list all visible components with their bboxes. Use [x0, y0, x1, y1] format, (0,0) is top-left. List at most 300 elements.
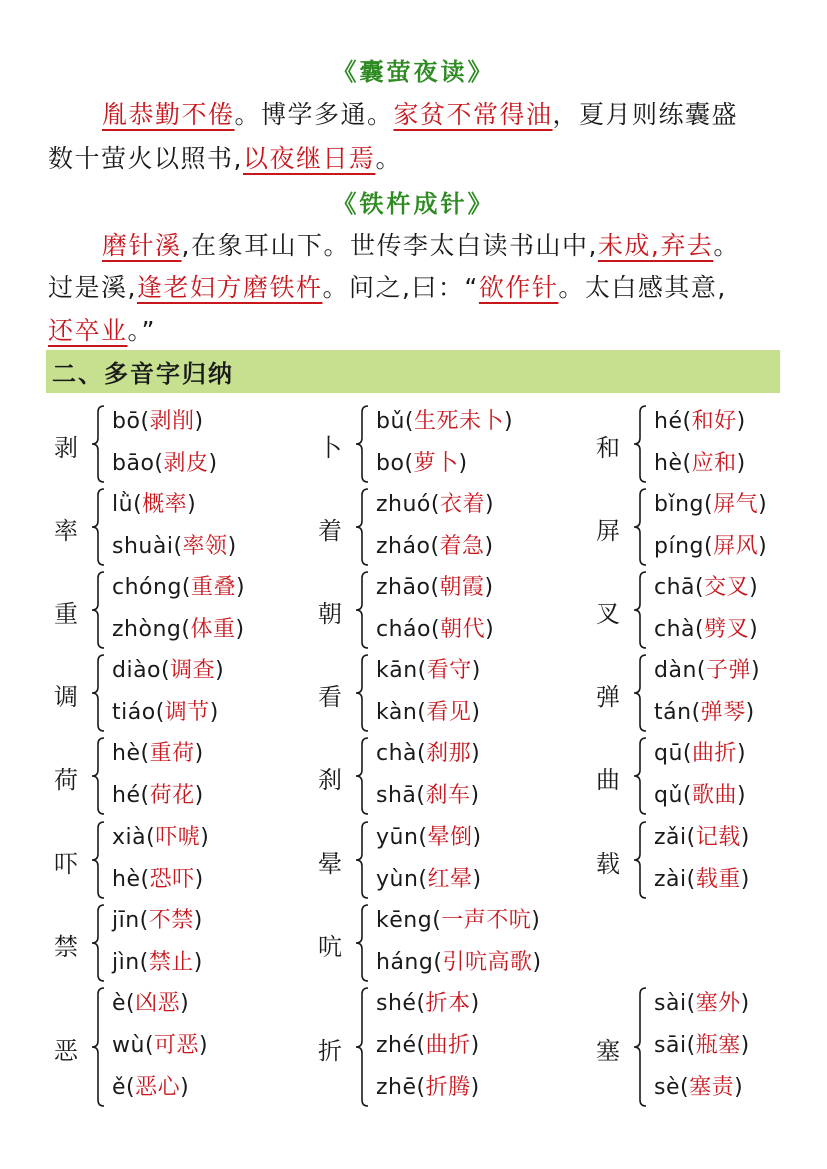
pinyin: è — [112, 991, 127, 1016]
brace-icon — [88, 485, 108, 569]
brace-icon — [352, 485, 372, 569]
pinyin: zhòng — [112, 617, 182, 642]
close-paren: ) — [472, 867, 482, 892]
reading-line — [654, 529, 767, 560]
polyphone-character: 和 — [596, 434, 620, 462]
example-word: 禁止 — [148, 950, 194, 975]
open-paren: ( — [682, 409, 692, 434]
brace-icon — [352, 734, 372, 818]
close-paren: ) — [740, 867, 750, 892]
reading-line — [376, 1028, 480, 1059]
pinyin: wù — [112, 1033, 145, 1058]
close-paren: ) — [458, 451, 468, 476]
open-paren: ( — [686, 825, 696, 850]
example-word: 子弹 — [705, 658, 751, 683]
close-paren: ) — [734, 1075, 744, 1100]
close-paren: ) — [227, 534, 237, 559]
polyphone-character: 载 — [596, 850, 620, 878]
example-word: 和好 — [691, 409, 737, 434]
open-paren: ( — [140, 783, 150, 808]
example-word: 应和 — [691, 451, 737, 476]
close-paren: ) — [751, 658, 761, 683]
key-phrase: 家贫不常得油 — [393, 100, 553, 129]
pinyin: kēng — [376, 908, 433, 933]
poem-text: ,在象耳山下。世传李太白读书山中, — [181, 231, 598, 260]
close-paren: ) — [470, 1075, 480, 1100]
reading-line — [112, 695, 219, 726]
close-paren: ) — [208, 451, 218, 476]
brace-icon — [88, 651, 108, 735]
example-word: 朝代 — [440, 617, 486, 642]
poem-2-line-2 — [48, 268, 788, 304]
reading-line — [376, 653, 481, 684]
reading-line — [112, 404, 204, 435]
close-paren: ) — [194, 409, 204, 434]
example-word: 交叉 — [704, 575, 750, 600]
brace-icon — [88, 984, 108, 1110]
open-paren: ( — [140, 741, 150, 766]
close-paren: ) — [471, 658, 481, 683]
pinyin: bǐng — [654, 492, 704, 517]
brace-icon — [352, 402, 372, 486]
close-paren: ) — [193, 908, 203, 933]
reading-line — [376, 487, 494, 518]
example-word: 率领 — [182, 534, 228, 559]
example-word: 凶恶 — [135, 991, 181, 1016]
brace-icon — [88, 818, 108, 902]
polyphone-entry — [596, 402, 827, 486]
example-word: 重叠 — [191, 575, 237, 600]
reading-line — [112, 945, 203, 976]
close-paren: ) — [736, 451, 746, 476]
polyphone-character: 重 — [54, 600, 78, 628]
pinyin: shé — [376, 991, 417, 1016]
example-word: 看守 — [426, 658, 472, 683]
close-paren: ) — [215, 658, 225, 683]
reading-line — [376, 862, 482, 893]
example-word: 重荷 — [149, 741, 195, 766]
close-paren: ) — [758, 492, 768, 517]
close-paren: ) — [740, 1033, 750, 1058]
reading-line — [654, 487, 767, 518]
example-word: 衣着 — [440, 492, 486, 517]
open-paren: ( — [416, 1033, 426, 1058]
reading-line — [654, 986, 750, 1017]
polyphone-character: 曲 — [596, 766, 620, 794]
polyphone-character: 看 — [318, 683, 342, 711]
close-paren: ) — [484, 534, 494, 559]
polyphone-character: 调 — [54, 683, 78, 711]
brace-icon — [352, 818, 372, 902]
example-word: 着急 — [439, 534, 485, 559]
open-paren: ( — [139, 950, 149, 975]
example-word: 塞外 — [695, 991, 741, 1016]
example-word: 剥削 — [149, 409, 195, 434]
open-paren: ( — [181, 575, 192, 600]
pinyin: kàn — [376, 700, 418, 725]
key-phrase: 未成,弃去 — [597, 231, 714, 260]
example-word: 恐吓 — [149, 867, 195, 892]
reading-line — [654, 446, 746, 477]
pinyin: cháo — [376, 617, 431, 642]
polyphone-entry — [54, 485, 294, 569]
pinyin: sài — [654, 991, 687, 1016]
close-paren: ) — [740, 991, 750, 1016]
pinyin: zhuó — [376, 492, 431, 517]
reading-line — [654, 778, 746, 809]
reading-line — [376, 446, 468, 477]
example-word: 生死未卜 — [414, 409, 505, 434]
open-paren: ( — [686, 867, 696, 892]
reading-line — [112, 903, 203, 934]
example-word: 恶心 — [135, 1075, 181, 1100]
open-paren: ( — [686, 1033, 696, 1058]
close-paren: ) — [532, 950, 542, 975]
section-header — [46, 350, 780, 393]
close-paren: ) — [736, 409, 746, 434]
close-paren: ) — [471, 700, 481, 725]
reading-line — [376, 820, 482, 851]
reading-line — [654, 570, 758, 601]
polyphone-character: 卜 — [318, 434, 342, 462]
close-paren: ) — [531, 908, 541, 933]
poem-2-line-3 — [48, 311, 788, 347]
open-paren: ( — [140, 867, 150, 892]
pinyin: háng — [376, 950, 434, 975]
open-paren: ( — [695, 575, 705, 600]
open-paren: ( — [691, 700, 701, 725]
open-paren: ( — [133, 492, 143, 517]
example-word: 屏风 — [713, 534, 759, 559]
pinyin: shā — [376, 783, 417, 808]
open-paren: ( — [146, 825, 156, 850]
poem-1-line-2 — [48, 139, 788, 175]
pinyin: ě — [112, 1075, 127, 1100]
open-paren: ( — [417, 741, 427, 766]
close-paren: ) — [194, 741, 204, 766]
open-paren: ( — [404, 451, 414, 476]
reading-line — [376, 986, 480, 1017]
close-paren: ) — [758, 534, 768, 559]
polyphone-entry — [318, 402, 558, 486]
polyphone-entry — [596, 485, 827, 569]
open-paren: ( — [416, 783, 426, 808]
polyphone-character: 朝 — [318, 600, 342, 628]
polyphone-character: 剥 — [54, 434, 78, 462]
polyphone-character: 荷 — [54, 766, 78, 794]
open-paren: ( — [430, 617, 441, 642]
example-word: 歌曲 — [692, 783, 738, 808]
close-paren: ) — [472, 825, 482, 850]
example-word: 屏气 — [713, 492, 759, 517]
pinyin: jīn — [112, 908, 140, 933]
polyphone-entry — [54, 984, 294, 1110]
example-word: 弹琴 — [700, 700, 746, 725]
reading-line — [112, 1070, 189, 1101]
example-word: 晕倒 — [427, 825, 473, 850]
pinyin: hè — [112, 867, 141, 892]
polyphone-entry — [318, 651, 558, 735]
open-paren: ( — [140, 409, 150, 434]
close-paren: ) — [235, 617, 245, 642]
pinyin: zhé — [376, 1033, 417, 1058]
brace-icon — [630, 568, 650, 652]
brace-icon — [88, 734, 108, 818]
reading-line — [112, 1028, 208, 1059]
close-paren: ) — [470, 1033, 480, 1058]
pinyin: zhāo — [376, 575, 431, 600]
polyphone-entry — [54, 818, 294, 902]
open-paren: ( — [704, 534, 714, 559]
example-word: 朝霞 — [439, 575, 485, 600]
close-paren: ) — [187, 492, 197, 517]
close-paren: ) — [470, 783, 480, 808]
pinyin: bǔ — [376, 409, 405, 434]
example-word: 体重 — [190, 617, 236, 642]
pinyin: bō — [112, 409, 141, 434]
example-word: 记载 — [695, 825, 741, 850]
close-paren: ) — [504, 409, 514, 434]
polyphone-character: 折 — [318, 1037, 342, 1065]
open-paren: ( — [686, 991, 696, 1016]
pinyin: sè — [654, 1075, 680, 1100]
poem-text: 。 — [713, 231, 740, 260]
open-paren: ( — [417, 700, 427, 725]
poem-text: 数十萤火以照书, — [48, 144, 243, 173]
example-word: 一声不吭 — [441, 908, 532, 933]
close-paren: ) — [749, 617, 759, 642]
polyphone-entry — [54, 651, 294, 735]
example-word: 载重 — [695, 867, 741, 892]
pinyin: hè — [654, 451, 683, 476]
open-paren: ( — [155, 700, 165, 725]
reading-line — [112, 862, 204, 893]
open-paren: ( — [181, 617, 191, 642]
reading-line — [654, 612, 758, 643]
open-paren: ( — [682, 451, 692, 476]
reading-line — [112, 778, 204, 809]
brace-icon — [352, 651, 372, 735]
pinyin: lǜ — [112, 492, 134, 517]
reading-line — [112, 986, 189, 1017]
pinyin: jìn — [112, 950, 140, 975]
pinyin: zháo — [376, 534, 431, 559]
open-paren: ( — [704, 492, 714, 517]
open-paren: ( — [161, 658, 171, 683]
reading-line — [376, 529, 494, 560]
reading-line — [654, 695, 755, 726]
example-word: 曲折 — [425, 1033, 471, 1058]
open-paren: ( — [430, 575, 440, 600]
example-word: 概率 — [142, 492, 188, 517]
close-paren: ) — [180, 991, 190, 1016]
reading-line — [654, 862, 750, 893]
pinyin: chà — [376, 741, 418, 766]
poem-2-title: 《铁杵成针》 — [332, 190, 495, 218]
polyphone-entry — [318, 818, 558, 902]
poem-text: 。问之,曰：“ — [322, 273, 479, 302]
reading-line — [654, 1070, 743, 1101]
reading-line — [112, 529, 237, 560]
brace-icon — [630, 984, 650, 1110]
pinyin: sāi — [654, 1033, 687, 1058]
key-phrase: 胤恭勤不倦 — [102, 100, 235, 129]
close-paren: ) — [485, 617, 495, 642]
polyphone-character: 屏 — [596, 517, 620, 545]
open-paren: ( — [417, 658, 427, 683]
polyphone-entry — [54, 901, 294, 985]
polyphone-entry — [596, 651, 827, 735]
example-word: 折本 — [425, 991, 471, 1016]
pinyin: zǎi — [654, 825, 687, 850]
open-paren: ( — [433, 950, 443, 975]
reading-line — [654, 653, 760, 684]
example-word: 可恶 — [154, 1033, 200, 1058]
pinyin: hè — [112, 741, 141, 766]
reading-line — [376, 570, 494, 601]
example-word: 荷花 — [149, 783, 195, 808]
open-paren: ( — [418, 825, 428, 850]
reading-line — [112, 570, 245, 601]
close-paren: ) — [236, 575, 246, 600]
polyphone-entry — [318, 568, 558, 652]
pinyin: chà — [654, 617, 696, 642]
example-word: 红晕 — [427, 867, 473, 892]
polyphone-entry — [54, 402, 294, 486]
close-paren: ) — [199, 1033, 209, 1058]
pinyin: zài — [654, 867, 687, 892]
open-paren: ( — [696, 658, 706, 683]
polyphone-entry — [54, 568, 294, 652]
close-paren: ) — [193, 950, 203, 975]
polyphone-entry — [318, 901, 558, 985]
pinyin: chā — [654, 575, 696, 600]
polyphone-entry — [54, 734, 294, 818]
key-phrase: 还卒业 — [48, 316, 128, 345]
example-word: 吓唬 — [155, 825, 201, 850]
pinyin: qū — [654, 741, 683, 766]
reading-line — [654, 736, 746, 767]
pinyin: yùn — [376, 867, 419, 892]
reading-line — [376, 778, 480, 809]
reading-line — [654, 404, 746, 435]
pinyin: shuài — [112, 534, 174, 559]
key-phrase: 逢老妇方磨铁杵 — [136, 273, 323, 302]
example-word: 劈叉 — [704, 617, 750, 642]
key-phrase: 以夜继日焉 — [242, 144, 376, 173]
example-word: 瓶塞 — [695, 1033, 741, 1058]
polyphone-entry — [596, 734, 827, 818]
example-word: 调查 — [170, 658, 216, 683]
example-word: 引吭高歌 — [442, 950, 533, 975]
reading-line — [376, 612, 494, 643]
example-word: 萝卜 — [413, 451, 459, 476]
example-word: 刹那 — [426, 741, 472, 766]
poem-2-line-1 — [48, 226, 788, 262]
pinyin: bo — [376, 451, 405, 476]
close-paren: ) — [470, 991, 480, 1016]
reading-line — [376, 736, 480, 767]
example-word: 剥皮 — [163, 451, 209, 476]
brace-icon — [630, 734, 650, 818]
pinyin: tiáo — [112, 700, 156, 725]
open-paren: ( — [418, 867, 428, 892]
open-paren: ( — [430, 534, 440, 559]
polyphone-character: 恶 — [54, 1037, 78, 1065]
polyphone-character: 刹 — [318, 766, 342, 794]
polyphone-entry — [596, 818, 827, 902]
brace-icon — [630, 818, 650, 902]
polyphone-character: 塞 — [596, 1037, 620, 1065]
pinyin: diào — [112, 658, 162, 683]
polyphone-entry — [318, 485, 558, 569]
open-paren: ( — [430, 492, 440, 517]
poem-text: 过是溪, — [48, 273, 137, 302]
poem-text: 。太白感其意, — [558, 273, 727, 302]
example-word: 刹车 — [425, 783, 471, 808]
open-paren: ( — [682, 741, 693, 766]
pinyin: qǔ — [654, 783, 683, 808]
brace-icon — [352, 568, 372, 652]
open-paren: ( — [139, 908, 149, 933]
brace-icon — [88, 568, 108, 652]
open-paren: ( — [682, 783, 693, 808]
polyphone-character: 率 — [54, 517, 78, 545]
reading-line — [112, 653, 224, 684]
open-paren: ( — [416, 991, 426, 1016]
example-word: 折腾 — [425, 1075, 471, 1100]
close-paren: ) — [740, 825, 750, 850]
pinyin: hé — [654, 409, 683, 434]
polyphone-character: 禁 — [54, 933, 78, 961]
example-word: 曲折 — [692, 741, 738, 766]
close-paren: ) — [749, 575, 759, 600]
polyphone-entry — [596, 568, 827, 652]
reading-line — [376, 903, 540, 934]
pinyin: xià — [112, 825, 147, 850]
section-title: 二、多音字归纳 — [52, 360, 234, 388]
pinyin: zhē — [376, 1075, 417, 1100]
close-paren: ) — [200, 825, 210, 850]
close-paren: ) — [745, 700, 755, 725]
close-paren: ) — [194, 867, 204, 892]
pinyin: bāo — [112, 451, 155, 476]
polyphone-character: 着 — [318, 517, 342, 545]
reading-line — [112, 820, 209, 851]
open-paren: ( — [680, 1075, 690, 1100]
reading-line — [376, 945, 542, 976]
brace-icon — [352, 984, 372, 1110]
close-paren: ) — [180, 1075, 190, 1100]
polyphone-entry — [596, 984, 827, 1110]
poem-1-title: 《囊萤夜读》 — [332, 58, 495, 86]
close-paren: ) — [737, 783, 747, 808]
polyphone-character: 吓 — [54, 850, 78, 878]
polyphone-character: 叉 — [596, 600, 620, 628]
reading-line — [112, 446, 218, 477]
pinyin: píng — [654, 534, 704, 559]
polyphone-entry — [318, 734, 558, 818]
open-paren: ( — [126, 1075, 136, 1100]
key-phrase: 欲作针 — [478, 273, 559, 302]
polyphone-character: 吭 — [318, 933, 342, 961]
open-paren: ( — [404, 409, 415, 434]
close-paren: ) — [471, 741, 481, 766]
reading-line — [376, 695, 480, 726]
polyphone-character: 晕 — [318, 850, 342, 878]
brace-icon — [88, 402, 108, 486]
example-word: 塞责 — [689, 1075, 735, 1100]
